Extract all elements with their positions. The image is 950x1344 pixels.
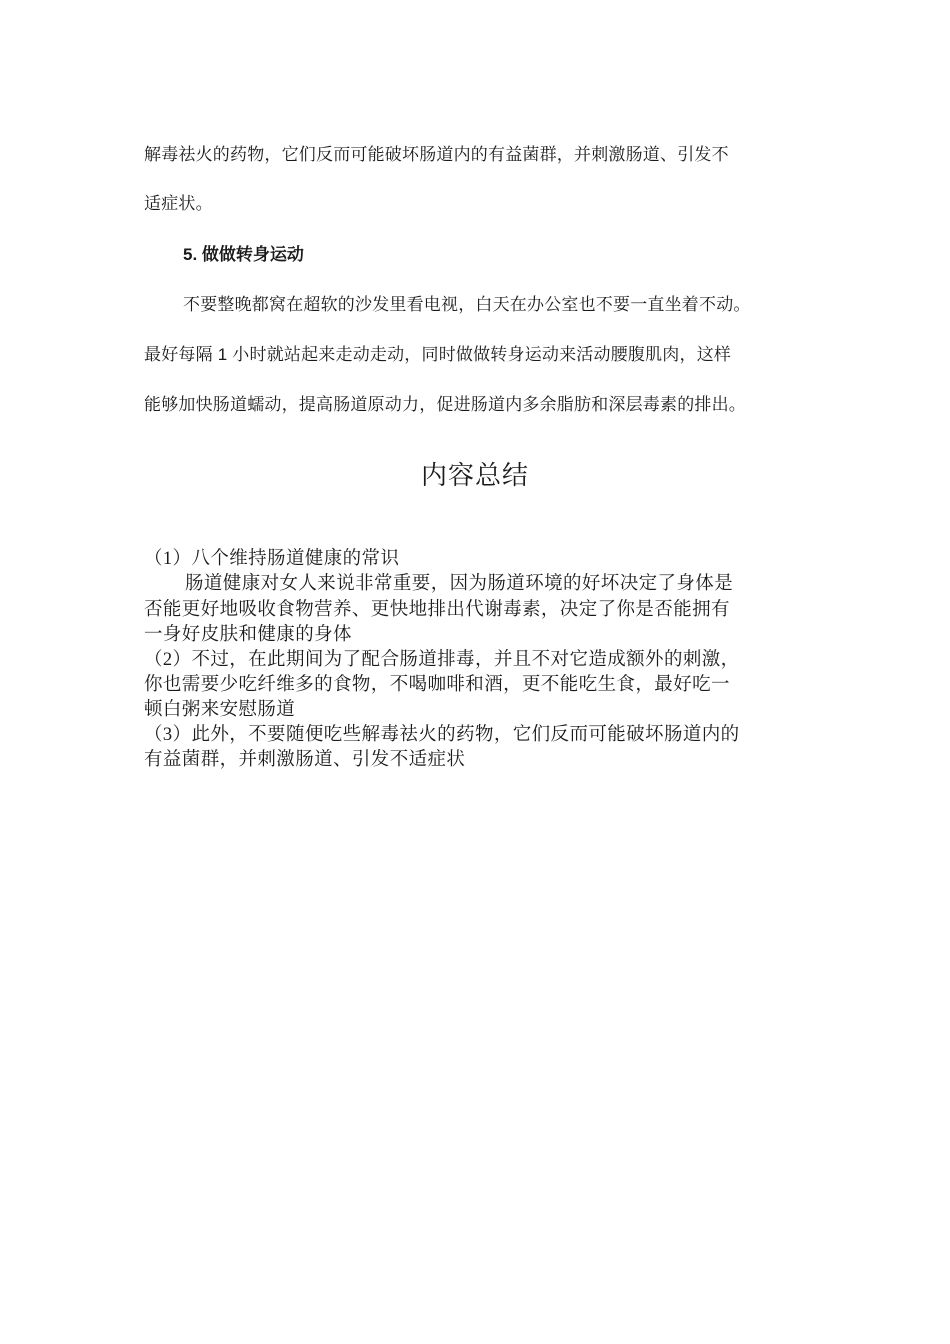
- paragraph-line: 最好每隔 1 小时就站起来走动走动，同时做做转身运动来活动腰腹肌肉，这样: [144, 345, 732, 364]
- summary-line: 肠道健康对女人来说非常重要，因为肠道环境的好坏决定了身体是: [185, 574, 734, 594]
- paragraph-line: 不要整晚都窝在超软的沙发里看电视，白天在办公室也不要一直坐着不动。: [183, 295, 751, 314]
- summary-line: 有益菌群，并刺激肠道、引发不适症状: [144, 750, 466, 770]
- summary-line: 你也需要少吃纤维多的食物，不喝咖啡和酒，更不能吃生食，最好吃一: [144, 675, 730, 695]
- summary-title: 内容总结: [420, 461, 529, 490]
- summary-line: 否能更好地吸收食物营养、更快地排出代谢毒素，决定了你是否能拥有: [144, 600, 730, 620]
- summary-line: （1）八个维持肠道健康的常识: [144, 549, 400, 569]
- paragraph-line: 适症状。: [144, 194, 213, 213]
- summary-line: 一身好皮肤和健康的身体: [144, 625, 352, 645]
- summary-line: （3）此外，不要随便吃些解毒祛火的药物，它们反而可能破坏肠道内的: [144, 725, 740, 745]
- summary-line: 顿白粥来安慰肠道: [144, 700, 296, 720]
- summary-line: （2）不过，在此期间为了配合肠道排毒，并且不对它造成额外的刺激，: [144, 650, 740, 670]
- paragraph-line: 能够加快肠道蠕动，提高肠道原动力，促进肠道内多余脂肪和深层毒素的排出。: [144, 395, 746, 414]
- paragraph-line: 解毒祛火的药物，它们反而可能破坏肠道内的有益菌群，并刺激肠道、引发不: [144, 145, 729, 164]
- section-heading: 5. 做做转身运动: [183, 245, 304, 264]
